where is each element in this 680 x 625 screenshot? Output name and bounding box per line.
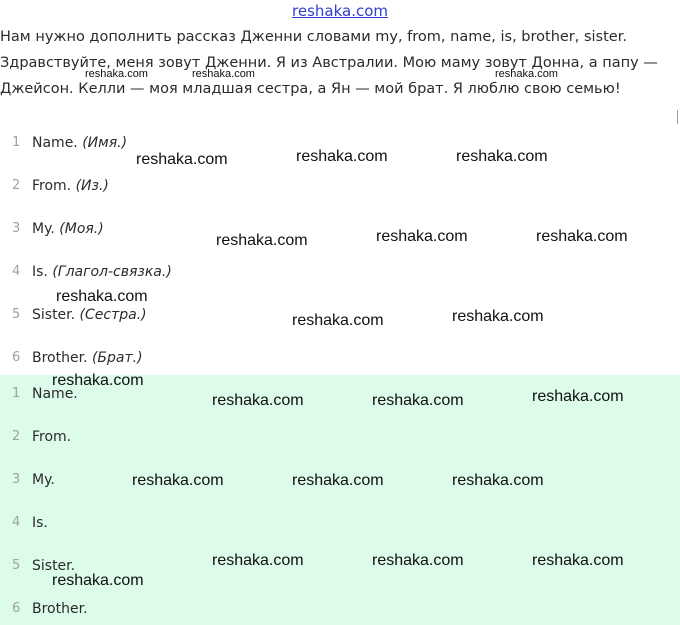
story-line-2: Джейсон. Келли — моя младшая сестра, а Ян — мой брат. Я люблю свою семью! bbox=[0, 81, 621, 97]
item-word: My. bbox=[32, 221, 55, 237]
answer-number: 3 bbox=[12, 472, 21, 487]
story-line-1: Здравствуйте, меня зовут Дженни. Я из Австралии. Мою маму зовут Донна, а папу — bbox=[0, 55, 658, 71]
answer-number: 2 bbox=[12, 429, 21, 444]
item-word: Is. bbox=[32, 264, 48, 280]
watermark: reshaka.com bbox=[85, 68, 148, 80]
item-translation: (Имя.) bbox=[82, 135, 128, 151]
watermark: reshaka.com bbox=[192, 68, 255, 80]
item-number: 6 bbox=[12, 350, 21, 365]
answer-word: Brother. bbox=[32, 601, 88, 617]
watermark: reshaka.com bbox=[132, 472, 224, 489]
answer-word: From. bbox=[32, 429, 72, 445]
answer-word: Sister. bbox=[32, 558, 76, 574]
item-translation: (Из.) bbox=[75, 178, 109, 194]
answer-word: Is. bbox=[32, 515, 48, 531]
scroll-indicator bbox=[677, 110, 678, 124]
answer-number: 5 bbox=[12, 558, 21, 573]
task-text bbox=[0, 24, 670, 102]
watermark: reshaka.com bbox=[536, 228, 628, 245]
watermark: reshaka.com bbox=[216, 232, 308, 249]
site-header-link[interactable]: reshaka.com bbox=[292, 2, 388, 20]
item-word: Brother. bbox=[32, 350, 88, 366]
answer-number: 6 bbox=[12, 601, 21, 616]
watermark: reshaka.com bbox=[212, 392, 304, 409]
item-translation: (Брат.) bbox=[91, 350, 143, 366]
item-translation: (Глагол-связка.) bbox=[52, 264, 172, 280]
watermark: reshaka.com bbox=[456, 148, 548, 165]
watermark: reshaka.com bbox=[52, 572, 144, 589]
item-number: 3 bbox=[12, 221, 21, 236]
answer-word: My. bbox=[32, 472, 55, 488]
watermark: reshaka.com bbox=[292, 312, 384, 329]
answer-number: 1 bbox=[12, 386, 21, 401]
item-word: Sister. bbox=[32, 307, 76, 323]
answer-number: 4 bbox=[12, 515, 21, 530]
watermark: reshaka.com bbox=[52, 372, 144, 389]
answer-word: Name. bbox=[32, 386, 78, 402]
watermark: reshaka.com bbox=[292, 472, 384, 489]
watermark: reshaka.com bbox=[452, 472, 544, 489]
item-translation: (Сестра.) bbox=[79, 307, 147, 323]
watermark: reshaka.com bbox=[372, 392, 464, 409]
watermark: reshaka.com bbox=[136, 151, 228, 168]
item-number: 1 bbox=[12, 135, 21, 150]
item-number: 4 bbox=[12, 264, 21, 279]
watermark: reshaka.com bbox=[296, 148, 388, 165]
item-word: Name. bbox=[32, 135, 78, 151]
task-instruction: Нам нужно дополнить рассказ Дженни словами my, from, name, is, brother, sister. bbox=[0, 29, 627, 45]
item-number: 5 bbox=[12, 307, 21, 322]
watermark: reshaka.com bbox=[56, 288, 148, 305]
watermark: reshaka.com bbox=[532, 552, 624, 569]
watermark: reshaka.com bbox=[212, 552, 304, 569]
watermark: reshaka.com bbox=[495, 68, 558, 80]
watermark: reshaka.com bbox=[532, 388, 624, 405]
watermark: reshaka.com bbox=[376, 228, 468, 245]
watermark: reshaka.com bbox=[372, 552, 464, 569]
item-number: 2 bbox=[12, 178, 21, 193]
watermark: reshaka.com bbox=[452, 308, 544, 325]
item-translation: (Моя.) bbox=[59, 221, 104, 237]
item-word: From. bbox=[32, 178, 72, 194]
